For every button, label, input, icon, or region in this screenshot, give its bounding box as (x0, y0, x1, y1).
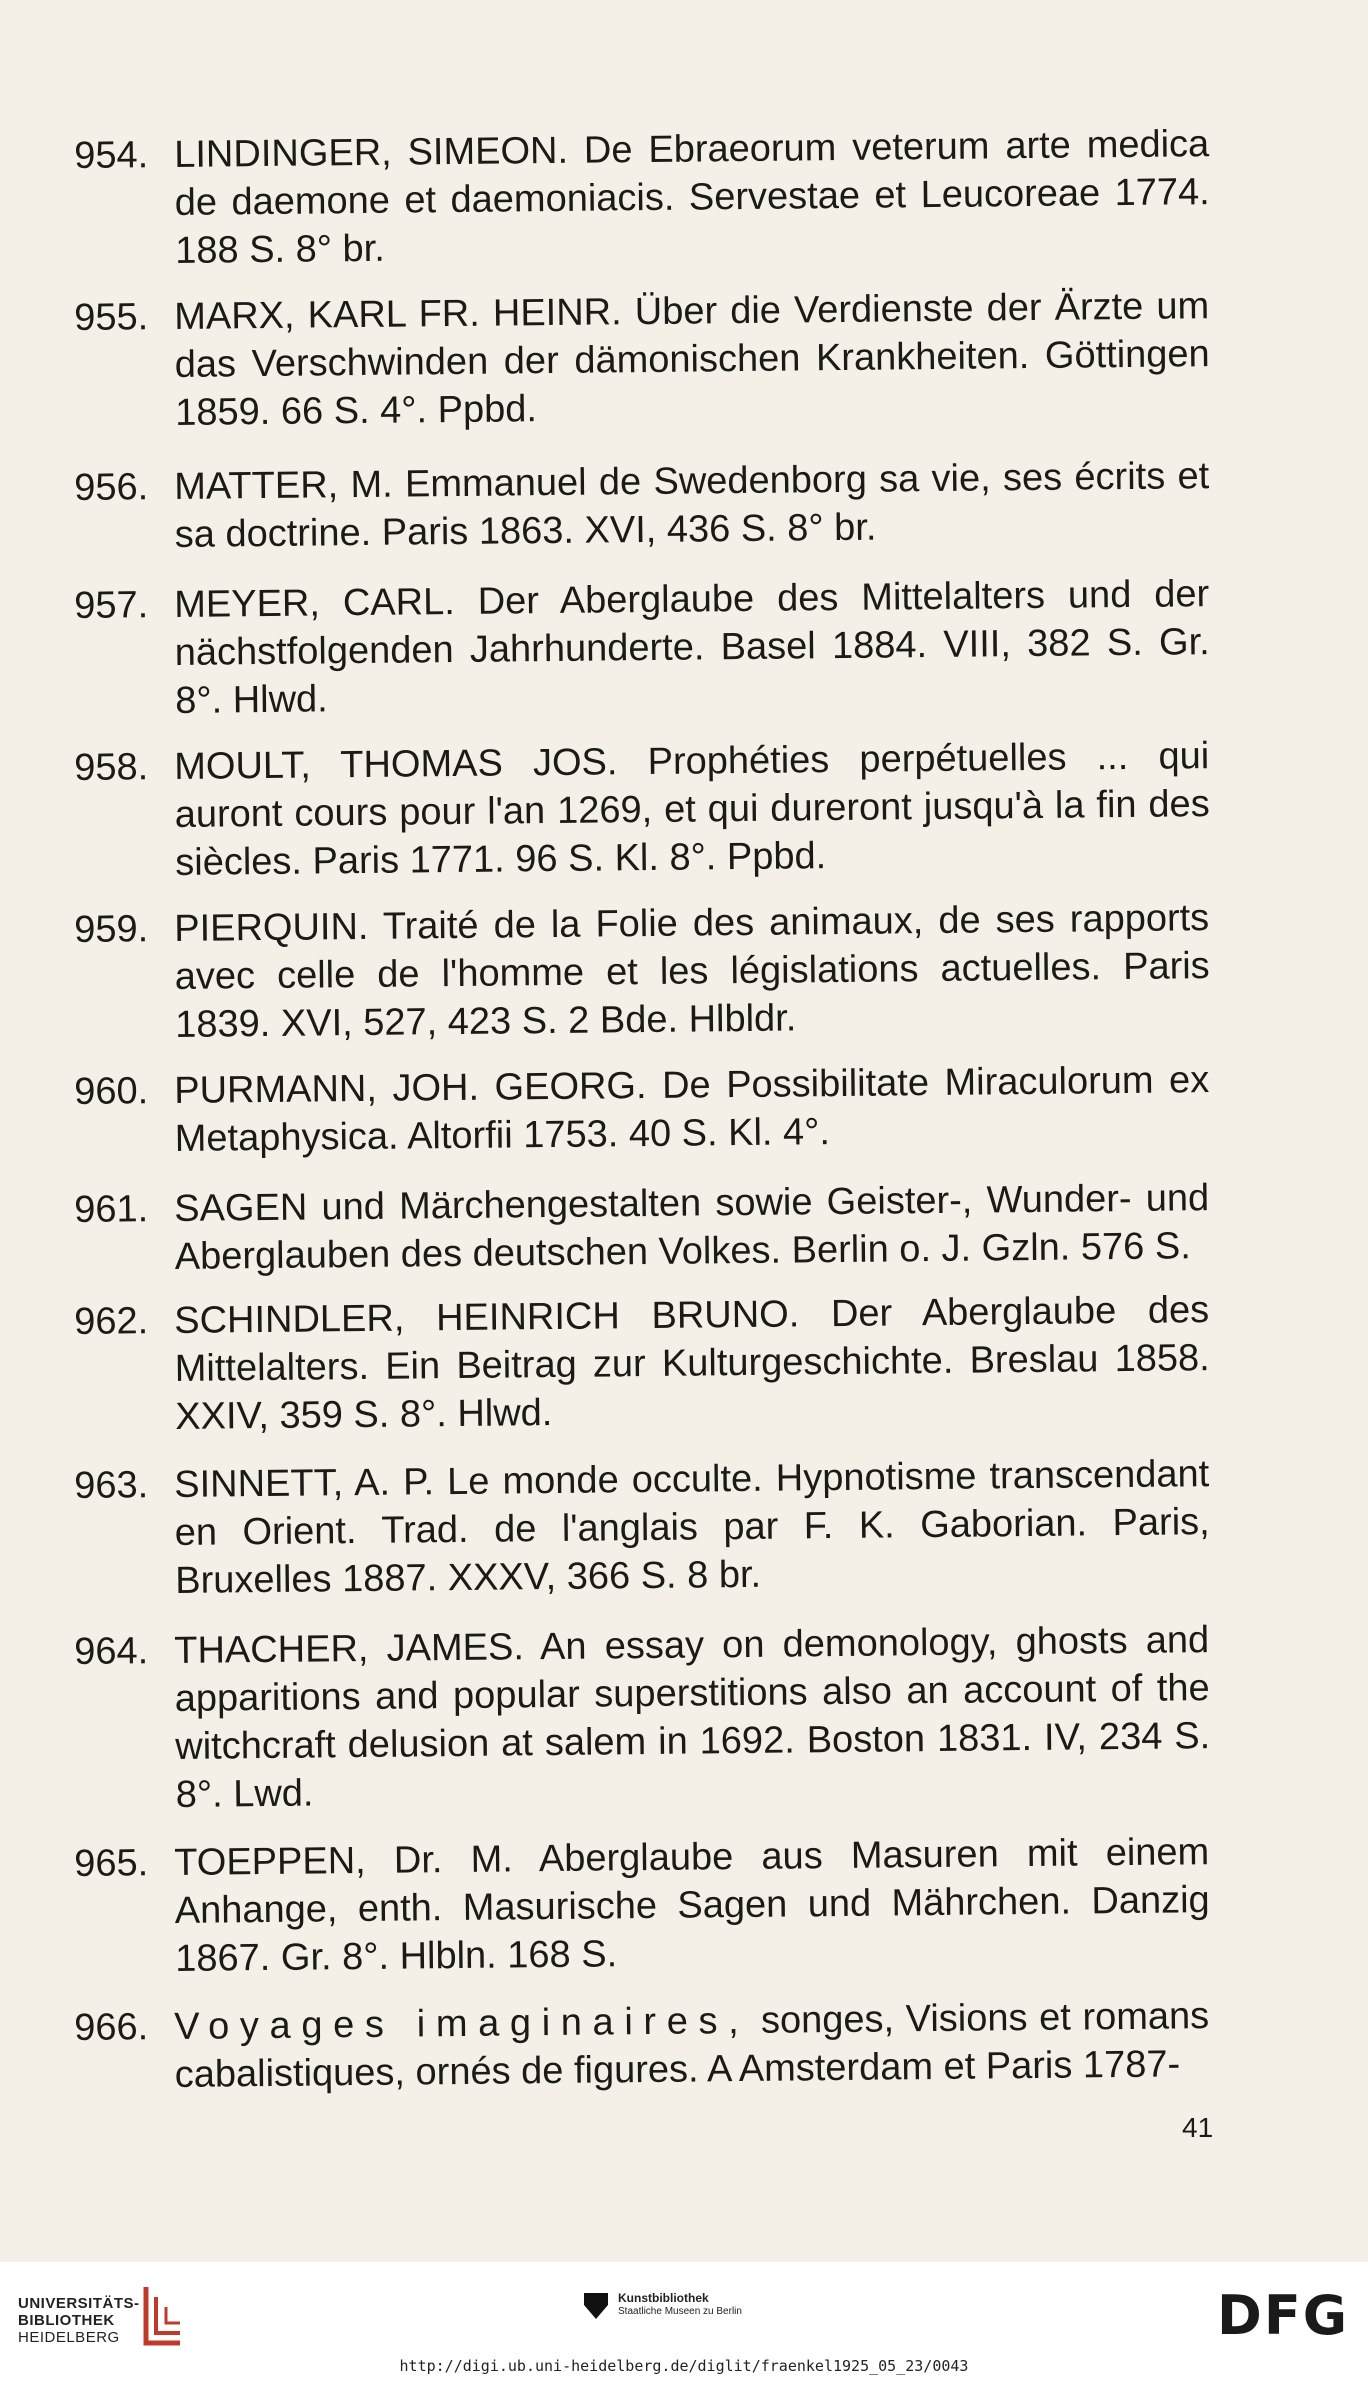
dfg-logo[interactable]: DFG (1217, 2284, 1350, 2347)
entry-text: MEYER, CARL. Der Aberglaube des Mittelalters und der nächstfolgenden Jahrhunderte. Basel 1884. VIII, 382 S. Gr. 8°. Hlwd. (174, 573, 1210, 722)
kunstbibliothek-logo-icon (582, 2291, 610, 2321)
kb-subtitle: Staatliche Museen zu Berlin (618, 2306, 742, 2317)
kb-title: Kunstbibliothek (618, 2291, 709, 2305)
catalog-entry-963 (74, 1450, 1210, 1606)
entry-text: PIERQUIN. Traité de la Folie des animaux, de ses rapports avec celle de l'homme et les législations actuelles. Paris 1839. XVI, 527, 423 S. 2 Bde. Hlbldr. (174, 897, 1210, 1046)
catalog-entry-954 (74, 120, 1210, 276)
entry-text: TOEPPEN, Dr. M. Aberglaube aus Masuren mit einem Anhange, enth. Masurische Sagen und Mährchen. Danzig 1867. Gr. 8°. Hlbln. 168 S. (174, 1831, 1210, 1980)
entry-number: 962. (74, 1300, 149, 1343)
entry-text: MOULT, THOMAS JOS. Prophéties perpétuelles ... qui auront cours pour l'an 1269, et qui dureront jusqu'à la fin des siècles. Paris 1771. 96 S. Kl. 8°. Ppbd. (174, 735, 1210, 884)
entry-text: SAGEN und Märchengestalten sowie Geister-, Wunder- und Aberglauben des deutschen Volkes. Berlin o. J. Gzln. 576 S. (174, 1177, 1210, 1278)
catalog-entry-957 (74, 570, 1210, 726)
catalog-entry-964 (74, 1616, 1211, 1820)
ub-line-2: BIBLIOTHEK (18, 2312, 115, 2329)
entry-number: 963. (74, 1464, 149, 1507)
catalog-entry-958 (74, 732, 1210, 888)
entry-spaced-title: Voyages imaginaires, (174, 1999, 750, 2048)
ub-line-3: HEIDELBERG (18, 2329, 120, 2346)
entry-text: SINNETT, A. P. Le monde occulte. Hypnotisme transcendant en Orient. Trad. de l'anglais par F. K. Gaborian. Paris, Bruxelles 1887. XXXV, 366 S. 8 br. (174, 1453, 1210, 1602)
page-url[interactable]: http://digi.ub.uni-heidelberg.de/diglit/fraenkel1925_05_23/0043 (399, 2357, 969, 2375)
entry-number: 958. (74, 746, 149, 789)
entry-number: 961. (74, 1188, 149, 1231)
entry-number: 964. (74, 1630, 149, 1673)
entry-text: THACHER, JAMES. An essay on demonology, ghosts and apparitions and popular superstitions also an account of the witchcraft delusion at salem in 1692. Boston 1831. IV, 234 S. 8°. Lwd. (174, 1619, 1211, 1816)
entry-text: MATTER, M. Emmanuel de Swedenborg sa vie, ses écrits et sa doctrine. Paris 1863. XVI, 436 S. 8° br. (174, 455, 1210, 556)
ub-heidelberg-logo-icon (140, 2283, 186, 2347)
catalog-entry-966 (74, 1992, 1210, 2100)
catalog-entry-955 (74, 282, 1210, 438)
entry-text: MARX, KARL FR. HEINR. Über die Verdienste der Ärzte um das Verschwinden der dämonischen Krankheiten. Göttingen 1859. 66 S. 4°. Ppbd. (174, 285, 1210, 434)
catalog-entry-962 (74, 1286, 1210, 1442)
ub-line-1: UNIVERSITÄTS- (18, 2295, 140, 2312)
catalog-entry-961 (74, 1174, 1210, 1282)
catalog-entry-960 (74, 1056, 1210, 1164)
entry-text: PURMANN, JOH. GEORG. De Possibilitate Miraculorum ex Metaphysica. Altorfii 1753. 40 S. Kl. 4°. (174, 1059, 1210, 1160)
entry-text: SCHINDLER, HEINRICH BRUNO. Der Aberglaube des Mittelalters. Ein Beitrag zur Kulturgeschichte. Breslau 1858. XXIV, 359 S. 8°. Hlwd. (174, 1289, 1210, 1438)
entry-text: LINDINGER, SIMEON. De Ebraeorum veterum arte medica de daemone et daemoniacis. Servestae et Leucoreae 1774. 188 S. 8° br. (174, 123, 1210, 272)
page-number: 41 (1182, 2112, 1214, 2143)
entry-text (174, 1992, 1210, 2099)
entry-number: 955. (74, 296, 149, 339)
entry-number: 960. (74, 1070, 149, 1113)
entry-number: 956. (74, 466, 149, 509)
entry-number: 966. (74, 2006, 149, 2049)
entry-number: 957. (74, 584, 149, 627)
entry-text-rest: songes, Visions et romans cabalistiques, ornés de figures. A Amsterdam et Paris 1787- (174, 1995, 1210, 2096)
entry-number: 965. (74, 1842, 149, 1885)
entry-number: 954. (74, 134, 149, 177)
catalog-entry-956 (74, 452, 1210, 560)
catalog-entry-965 (74, 1828, 1210, 1984)
entry-number: 959. (74, 908, 149, 951)
catalog-entry-959 (74, 894, 1210, 1050)
